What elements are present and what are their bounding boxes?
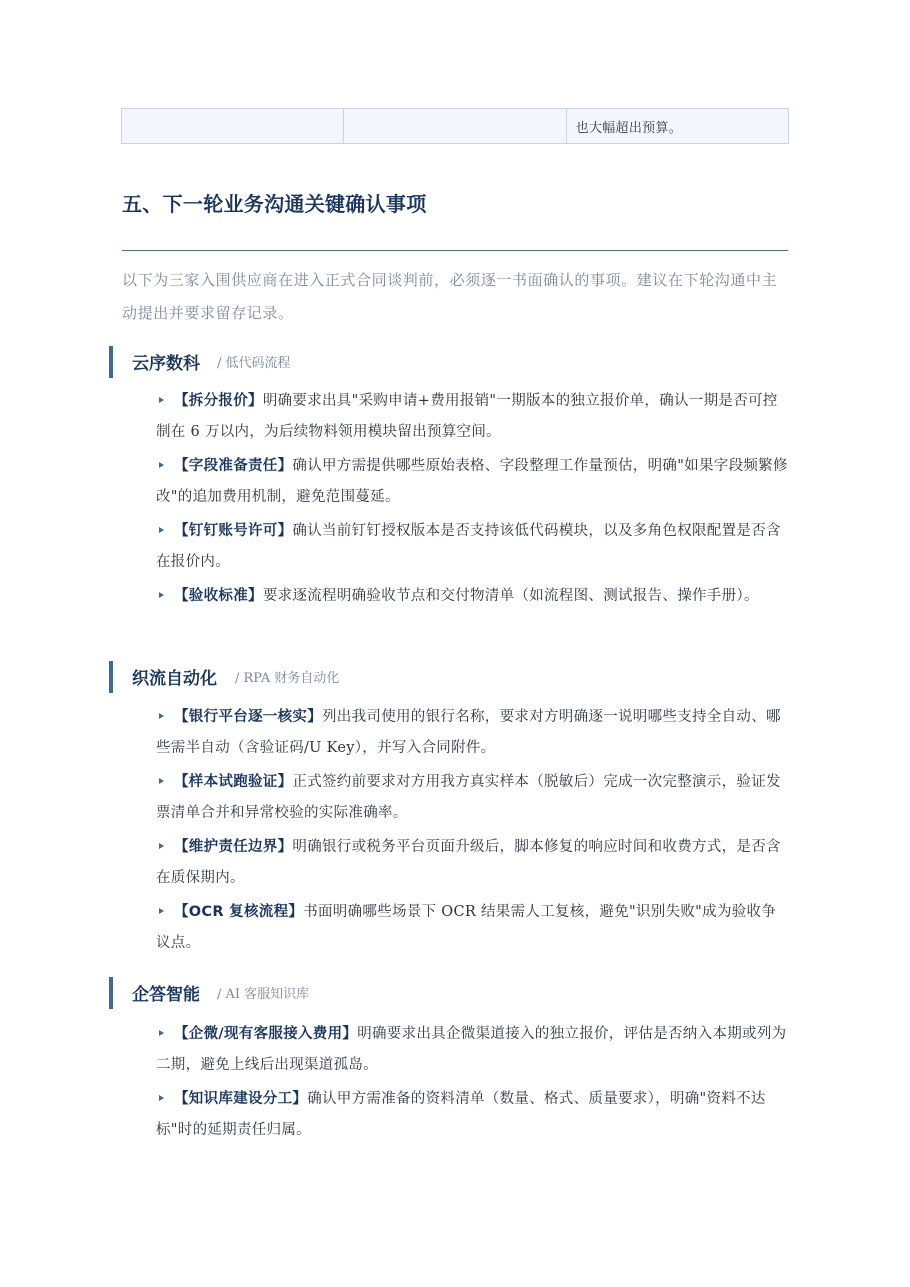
- vendor-checklist: [156, 1019, 790, 1149]
- triangle-bullet-icon: [159, 397, 164, 403]
- item-text: 要求逐流程明确验收节点和交付物清单（如流程图、测试报告、操作手册）。: [262, 588, 759, 604]
- section-intro: 以下为三家入围供应商在进入正式合同谈判前，必须逐一书面确认的事项。建议在下轮沟通中主动提出并要求留存记录。: [122, 271, 778, 322]
- list-item: [156, 702, 790, 764]
- triangle-bullet-icon: [159, 713, 164, 719]
- item-text: 确认当前钉钉授权版本是否支持该低代码模块，以及多角色权限配置是否含在报价内。: [156, 523, 781, 570]
- triangle-bullet-icon: [159, 527, 164, 533]
- item-key: 【维护责任边界】: [174, 839, 293, 855]
- table-fragment: [121, 108, 789, 144]
- triangle-bullet-icon: [159, 908, 164, 914]
- vendor-heading-qida: [109, 977, 310, 1009]
- triangle-bullet-icon: [159, 1095, 164, 1101]
- list-item: [156, 1084, 790, 1146]
- item-text: 确认甲方需准备的资料清单（数量、格式、质量要求），明确"资料不达标"时的延期责任归属。: [156, 1091, 766, 1138]
- triangle-bullet-icon: [159, 592, 164, 598]
- vendor-tag: / RPA 财务自动化: [235, 671, 340, 686]
- vendor-tag: / AI 客服知识库: [217, 987, 310, 1002]
- item-text: 明确银行或税务平台页面升级后，脚本修复的响应时间和收费方式，是否含在质保期内。: [156, 839, 781, 886]
- vendor-checklist: [156, 386, 790, 615]
- item-key: 【知识库建设分工】: [174, 1091, 308, 1107]
- list-item: [156, 1019, 790, 1081]
- item-text: 明确要求出具企微渠道接入的独立报价，评估是否纳入本期或列为二期，避免上线后出现渠道孤岛。: [156, 1026, 787, 1073]
- vendor-checklist: [156, 702, 790, 962]
- vendor-name: 织流自动化: [132, 669, 217, 689]
- list-item: [156, 832, 790, 894]
- vendor-name: 企答智能: [132, 985, 200, 1005]
- item-key: 【OCR 复核流程】: [174, 904, 304, 920]
- item-key: 【验收标准】: [174, 588, 263, 604]
- item-key: 【样本试跑验证】: [174, 774, 293, 790]
- item-key: 【企微/现有客服接入费用】: [174, 1026, 358, 1042]
- item-key: 【拆分报价】: [174, 393, 263, 409]
- list-item: [156, 897, 790, 959]
- vendor-tag: / 低代码流程: [217, 356, 291, 371]
- list-item: [156, 386, 790, 448]
- vendor-name: 云序数科: [132, 354, 200, 374]
- item-key: 【钉钉账号许可】: [174, 523, 293, 539]
- item-text: 确认甲方需提供哪些原始表格、字段整理工作量预估，明确"如果字段频繁修改"的追加费用机制，避免范围蔓延。: [156, 458, 788, 505]
- triangle-bullet-icon: [159, 778, 164, 784]
- table-cell: [122, 109, 344, 144]
- list-item: [156, 451, 790, 513]
- item-text: 列出我司使用的银行名称，要求对方明确逐一说明哪些支持全自动、哪些需半自动（含验证码/U Key），并写入合同附件。: [156, 709, 781, 756]
- table-cell: [344, 109, 566, 144]
- triangle-bullet-icon: [159, 843, 164, 849]
- triangle-bullet-icon: [159, 1030, 164, 1036]
- item-key: 【银行平台逐一核实】: [174, 709, 322, 725]
- vendor-heading-zhiliu: [109, 661, 340, 693]
- list-item: [156, 516, 790, 578]
- triangle-bullet-icon: [159, 462, 164, 468]
- item-text: 明确要求出具"采购申请+费用报销"一期版本的独立报价单，确认一期是否可控制在 6 万以内，为后续物料领用模块留出预算空间。: [156, 393, 778, 440]
- list-item: [156, 581, 790, 612]
- list-item: [156, 767, 790, 829]
- item-text: 书面明确哪些场景下 OCR 结果需人工复核，避免"识别失败"成为验收争议点。: [156, 904, 777, 951]
- item-text: 正式签约前要求对方用我方真实样本（脱敏后）完成一次完整演示，验证发票清单合并和异常校验的实际准确率。: [156, 774, 781, 821]
- section-title: 五、下一轮业务沟通关键确认事项: [122, 192, 427, 216]
- item-key: 【字段准备责任】: [174, 458, 293, 474]
- vendor-heading-yunxu: [109, 346, 291, 378]
- table-cell: 也大幅超出预算。: [566, 109, 788, 144]
- table-row: [122, 109, 789, 144]
- section-divider: [122, 250, 788, 251]
